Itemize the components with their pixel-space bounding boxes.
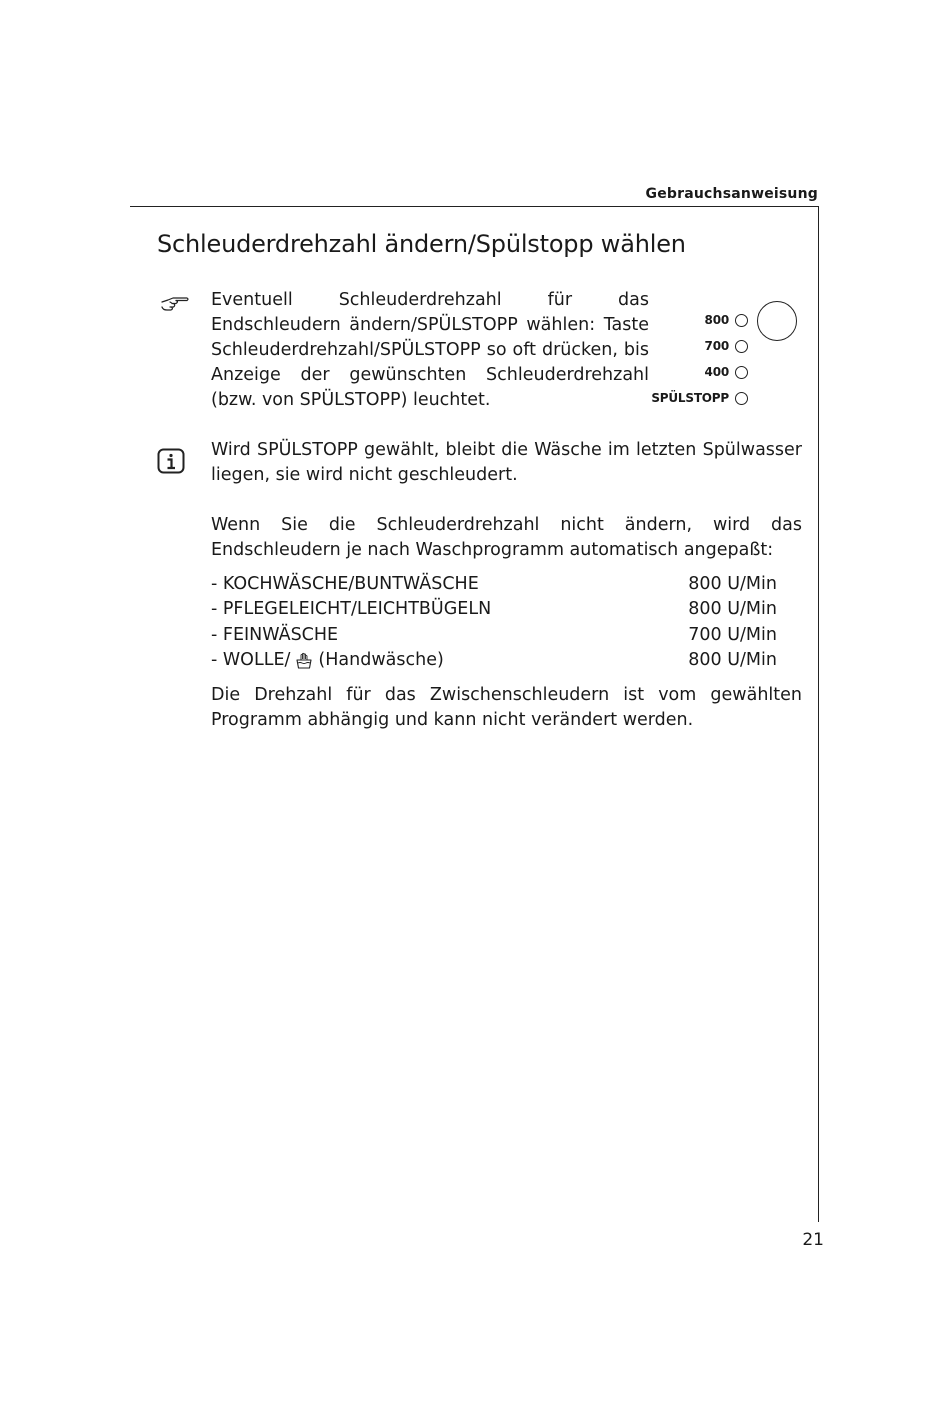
lamp-row-700 [705, 339, 748, 353]
program-name: - PFLEGELEICHT/LEICHTBÜGELN [211, 599, 492, 620]
instruction-text: Eventuell Schleuderdrehzahl für das Endschleudern ändern/SPÜLSTOPP wählen: Taste Schleuderdrehzahl/SPÜLSTOPP so oft drücken, bis Anzeige der gewünschten Schleuderdrehzahl (bzw. von SPÜLSTOPP) leuchtet. [211, 290, 649, 410]
list-item [211, 597, 777, 622]
program-speed: 800 U/Min [688, 599, 777, 620]
program-speed-list [211, 572, 777, 673]
spin-speed-button [757, 301, 797, 341]
lamp-row-400 [705, 365, 748, 379]
note-text: Wird SPÜLSTOPP gewählt, bleibt die Wäsche im letzten Spülwasser liegen, sie wird nicht geschleudert. [211, 440, 802, 485]
program-name: - FEINWÄSCHE [211, 624, 339, 645]
pointing-hand-icon [160, 293, 190, 315]
page-title: Schleuderdrehzahl ändern/Spülstopp wählen [157, 230, 686, 258]
indicator-lamp [735, 366, 748, 379]
program-speed: 800 U/Min [688, 649, 777, 670]
side-rule [818, 206, 819, 1222]
closing-text: Die Drehzahl für das Zwischenschleudern ist vom gewählten Programm abhängig und kann nicht verändert werden. [211, 685, 802, 730]
header-rule [130, 206, 819, 207]
lamp-label: 800 [704, 313, 729, 327]
handwash-icon [295, 652, 313, 669]
list-item [211, 648, 777, 673]
lamp-label: 700 [704, 339, 729, 353]
spin-speed-panel [650, 300, 810, 415]
header-section-label: Gebrauchsanweisung [645, 186, 818, 202]
indicator-lamp [735, 340, 748, 353]
program-name: - KOCHWÄSCHE/BUNTWÄSCHE [211, 574, 479, 594]
program-name-group [211, 648, 444, 673]
lamp-row-800 [705, 313, 748, 327]
program-speed: 800 U/Min [688, 574, 777, 594]
program-speed: 700 U/Min [688, 624, 777, 645]
lamp-label: SPÜLSTOPP [651, 391, 729, 405]
program-name: - WOLLE/ [211, 649, 291, 670]
lamp-row-spuelstopp [651, 391, 748, 405]
program-name-suffix: (Handwäsche) [318, 649, 444, 670]
lamp-label: 400 [704, 365, 729, 379]
page-number: 21 [802, 1230, 824, 1250]
auto-adjust-intro: Wenn Sie die Schleuderdrehzahl nicht ändern, wird das Endschleudern je nach Waschprogramm automatisch angepaßt: [211, 515, 802, 560]
indicator-lamp [735, 314, 748, 327]
list-item [211, 572, 777, 597]
indicator-lamp [735, 392, 748, 405]
list-item [211, 623, 777, 648]
info-icon [157, 448, 185, 474]
